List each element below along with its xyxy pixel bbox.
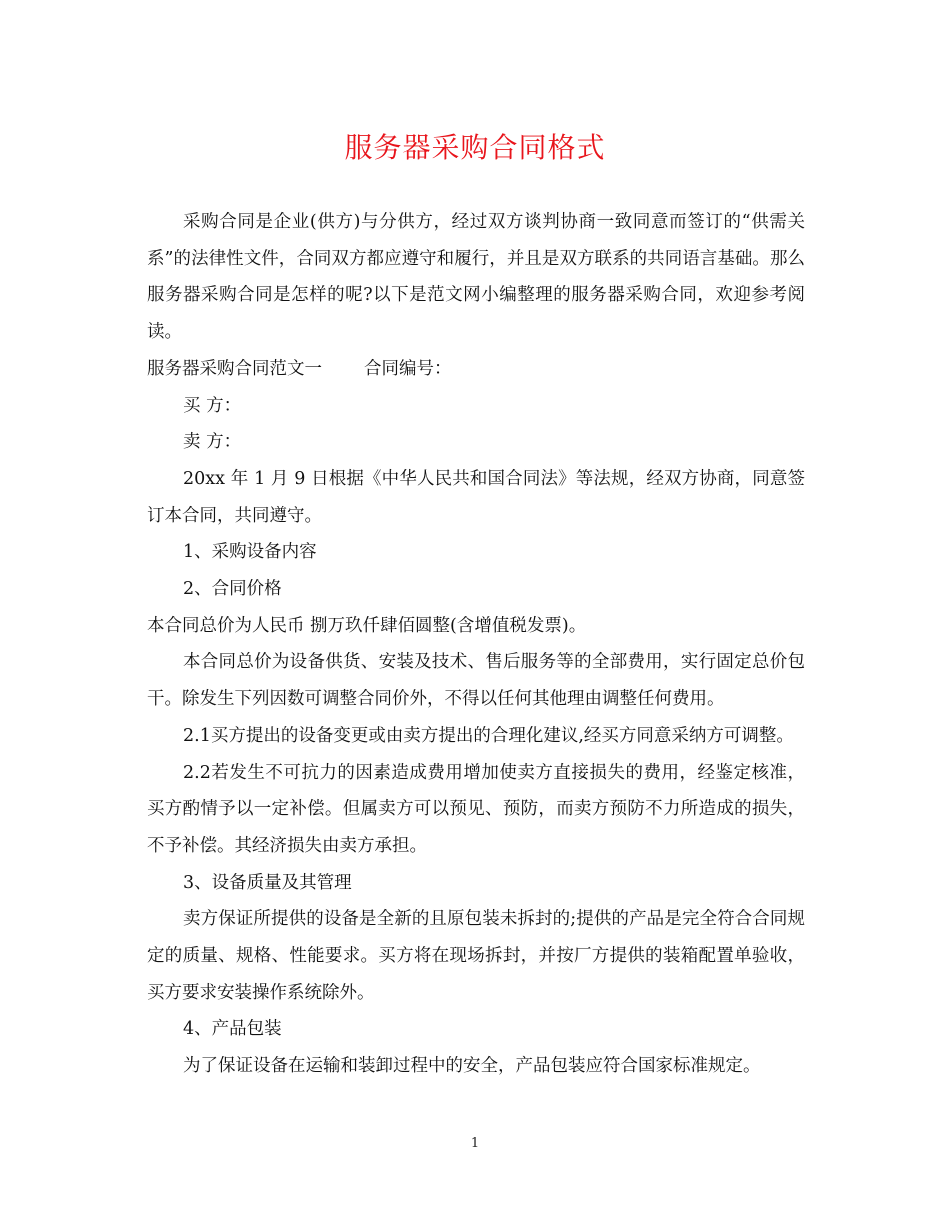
- clause-2-2-paragraph: 2.2若发生不可抗力的因素造成费用增加使卖方直接损失的费用，经鉴定核准，买方酌情予以一定补偿。但属卖方可以预见、预防，而卖方预防不力所造成的损失，不予补偿。其经济损失由卖方承担。: [147, 762, 805, 856]
- section-4-heading: 4、产品包装: [183, 1019, 282, 1040]
- contract-number-label: 合同编号：: [364, 358, 452, 379]
- document-body: [147, 204, 805, 1085]
- buyer-label: 买 方：: [183, 395, 242, 416]
- intro-paragraph: 采购合同是企业(供方)与分供方，经过双方谈判协商一致同意而签订的“供需关系”的法律性文件，合同双方都应遵守和履行，并且是双方联系的共同语言基础。那么服务器采购合同是怎样的呢?以下是范文网小编整理的服务器采购合同，欢迎参考阅读。: [147, 212, 805, 343]
- contract-header-line: [147, 351, 805, 388]
- section-2-heading: 2、合同价格: [183, 579, 282, 600]
- packaging-terms-paragraph: 为了保证设备在运输和装卸过程中的安全，产品包装应符合国家标准规定。: [183, 1056, 761, 1077]
- preamble-paragraph: 20xx 年 1 月 9 日根据《中华人民共和国合同法》等法规，经双方协商，同意签订本合同，共同遵守。: [147, 468, 805, 526]
- price-terms-paragraph: 本合同总价为设备供货、安装及技术、售后服务等的全部费用，实行固定总价包干。除发生下列因数可调整合同价外，不得以任何其他理由调整任何费用。: [147, 652, 805, 710]
- seller-label: 卖 方：: [183, 432, 242, 453]
- total-price-line: 本合同总价为人民币 捌万玖仟肆佰圆整(含增值税发票)。: [147, 615, 587, 636]
- clause-2-1-paragraph: 2.1买方提出的设备变更或由卖方提出的合理化建议,经买方同意采纳方可调整。: [183, 725, 794, 746]
- quality-terms-paragraph: 卖方保证所提供的设备是全新的且原包装未拆封的;提供的产品是完全符合合同规定的质量、规格、性能要求。买方将在现场拆封，并按厂方提供的装箱配置单验收，买方要求安装操作系统除外。: [147, 909, 805, 1003]
- document-title: 服务器采购合同格式: [344, 131, 606, 164]
- page-number: 1: [470, 1136, 480, 1151]
- section-3-heading: 3、设备质量及其管理: [183, 872, 352, 893]
- section-1-heading: 1、采购设备内容: [183, 542, 317, 563]
- sample-heading: 服务器采购合同范文一: [147, 358, 322, 379]
